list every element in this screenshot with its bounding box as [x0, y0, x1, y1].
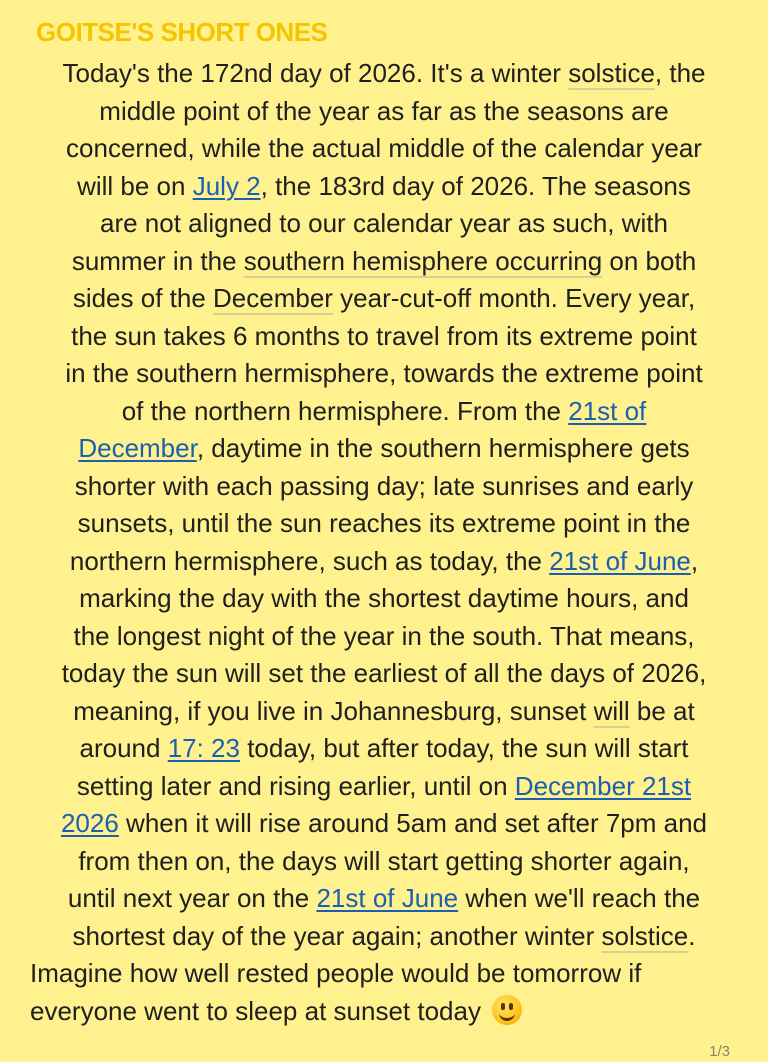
note-line: [30, 430, 738, 468]
note-line: [30, 618, 738, 656]
date-link[interactable]: 2026: [60, 808, 119, 838]
note-line: [30, 768, 738, 806]
note-body[interactable]: [30, 55, 738, 1030]
note-text: in the southern hermisphere, towards the extreme point: [65, 358, 703, 388]
note-text: the longest night of the year in the south. That means,: [73, 620, 695, 651]
spellcheck-word[interactable]: southern hemisphere occurring: [243, 245, 603, 276]
note-text: on both: [602, 245, 697, 276]
note-line: [30, 880, 738, 918]
date-link[interactable]: 17: 23: [167, 733, 240, 763]
smiling-face-emoji-icon: [492, 995, 522, 1025]
note-line: [30, 843, 738, 881]
note-text: marking the day with the shortest daytime hours, and: [79, 583, 689, 613]
note-line: [30, 468, 738, 506]
note-text: will be on: [77, 170, 193, 201]
spellcheck-word[interactable]: solstice: [568, 58, 655, 88]
note-line: [30, 918, 738, 956]
date-link[interactable]: 21st of June: [316, 883, 459, 913]
note-line: [30, 130, 738, 168]
note-text: sides of the: [72, 283, 214, 313]
note-line: [30, 93, 738, 131]
emoji-mouth: [499, 1009, 515, 1021]
note-text: until next year on the: [67, 883, 317, 913]
note-line: [30, 543, 738, 581]
note-text: summer in the: [71, 245, 244, 276]
note-line: [30, 393, 738, 431]
note-line: [30, 355, 738, 393]
note-line: [30, 805, 738, 843]
note-line: [30, 243, 738, 281]
note-line: [30, 580, 738, 618]
note-line: [30, 655, 738, 693]
note-text: Imagine how well rested people would be tomorrow if: [30, 958, 642, 988]
note-text: middle point of the year as far as the seasons are: [99, 95, 669, 126]
note-text: of the northern hermisphere. From the: [121, 395, 569, 426]
note-text: setting later and rising earlier, until on: [76, 770, 515, 801]
note-text: sunsets, until the sun reaches its extreme point in the: [77, 508, 691, 538]
spellcheck-word[interactable]: will: [593, 695, 630, 726]
note-text: northern hermisphere, such as today, the: [69, 545, 550, 576]
note-text: when it will rise around 5am and set after 7pm and: [118, 808, 708, 838]
note-text: Today's the 172nd day of 2026. It's a winter: [62, 58, 569, 88]
note-line: [30, 280, 738, 318]
note-line: [30, 955, 738, 993]
note-text: ,: [690, 545, 699, 576]
note-line: [30, 730, 738, 768]
note-text: shorter with each passing day; late sunrises and early: [74, 470, 694, 501]
note-text: today, but after today, the sun will start: [239, 733, 689, 763]
note-text: the sun takes 6 months to travel from its extreme point: [71, 320, 697, 351]
date-link[interactable]: December 21st: [514, 770, 692, 801]
page-indicator: 1/3: [709, 1043, 730, 1060]
note-line: [30, 55, 738, 93]
spellcheck-word[interactable]: December: [213, 283, 333, 313]
note-line: [30, 993, 738, 1031]
note-text: are not aligned to our calendar year as such, with: [99, 208, 668, 238]
note-text: today the sun will set the earliest of all the days of 2026,: [61, 658, 707, 688]
note-text: from then on, the days will start getting shorter again,: [78, 845, 690, 876]
date-link[interactable]: July 2: [192, 170, 261, 201]
note-line: [30, 168, 738, 206]
note-line: [30, 205, 738, 243]
note-line: [30, 505, 738, 543]
note-text: around: [79, 733, 168, 763]
note-line: [30, 693, 738, 731]
date-link[interactable]: 21st of: [568, 395, 647, 426]
note-text: everyone went to sleep at sunset today: [30, 995, 489, 1026]
note-text: be at: [629, 695, 695, 726]
note-text: , the: [654, 58, 706, 88]
note-text: , daytime in the southern hermisphere gets: [196, 433, 690, 463]
note-text: .: [688, 920, 696, 951]
spellcheck-word[interactable]: solstice: [601, 920, 689, 951]
note-text: when we'll reach the: [458, 883, 701, 913]
date-link[interactable]: December: [78, 433, 197, 463]
note-title: GOITSE'S SHORT ONES: [36, 17, 328, 47]
note-text: , the 183rd day of 2026. The seasons: [260, 170, 691, 201]
note-text: concerned, while the actual middle of the calendar year: [66, 133, 702, 163]
date-link[interactable]: 21st of June: [549, 545, 691, 576]
note-text: year-cut-off month. Every year,: [332, 283, 696, 313]
note-line: [30, 318, 738, 356]
note-text: shortest day of the year again; another winter: [72, 920, 602, 951]
note-text: meaning, if you live in Johannesburg, sunset: [73, 695, 594, 726]
